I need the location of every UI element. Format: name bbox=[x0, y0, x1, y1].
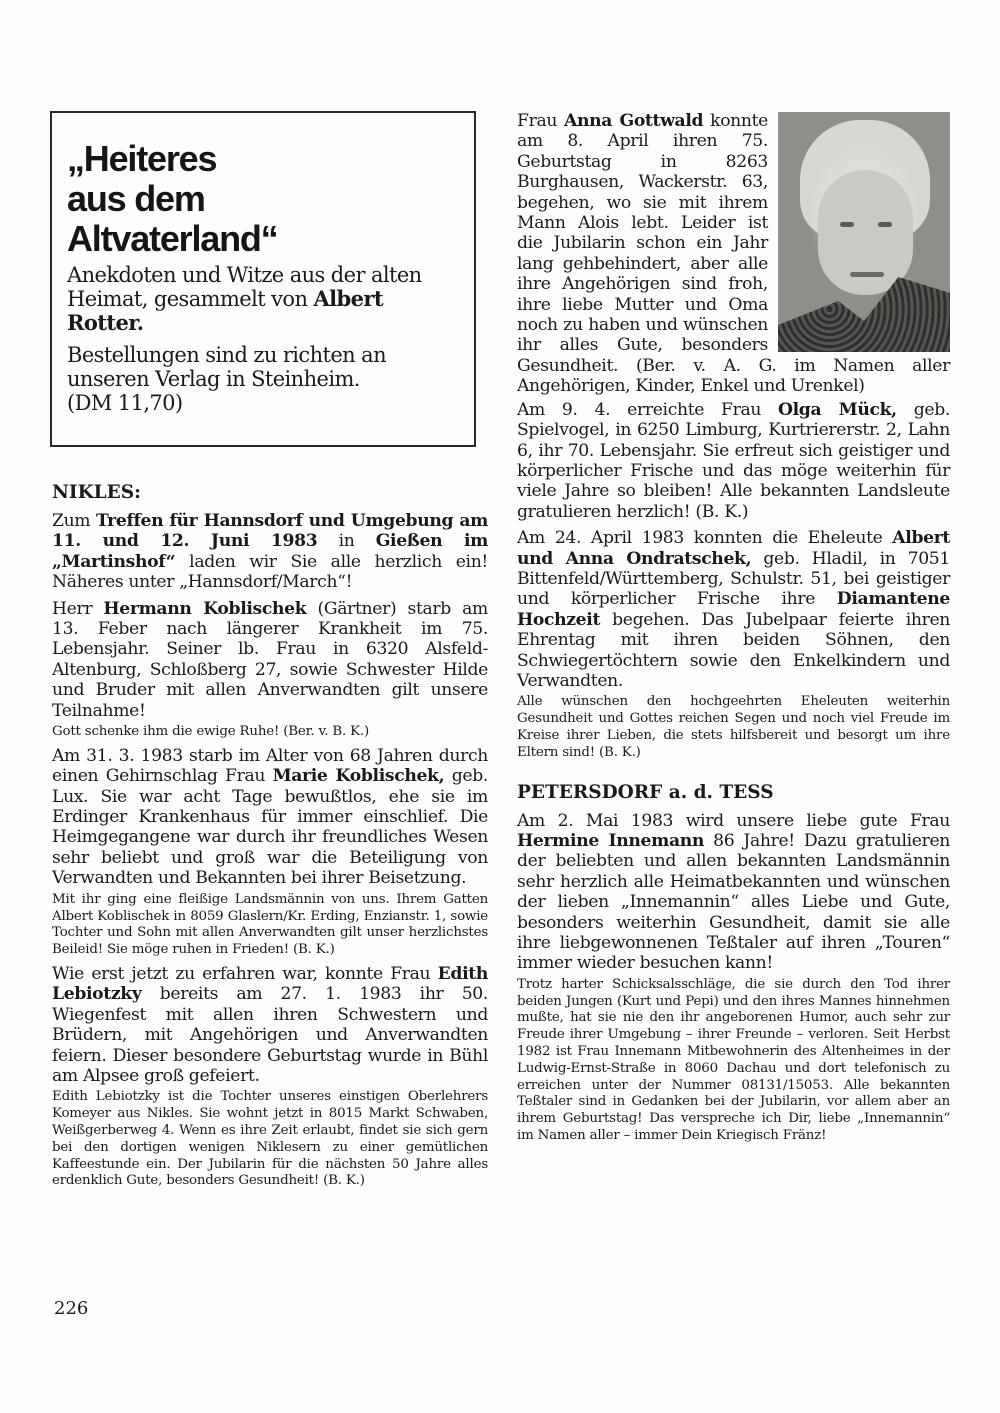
text: Am 24. April 1983 konnten die Eheleute bbox=[517, 528, 893, 549]
article-hermann-koblischek bbox=[52, 599, 488, 721]
book-advertisement-box bbox=[50, 111, 476, 447]
ad-description-text: Anekdoten und Witze aus der alten Heimat, gesammelt von bbox=[67, 263, 422, 311]
note-edith-lebiotzky: Edith Lebiotzky ist die Tochter unseres einstigen Oberlehrers Komeyer aus Nikles. Sie wohnt jetzt in 8015 Markt Schwaben, Weißgerberweg 4. Wenn es ihre Zeit erlaubt, findet sie sich gern bei den dortigen wenigen Niklesern zu einer gemütlichen Kaffeestunde ein. Der Jubilarin für die nächsten 50 Jahre alles erdenklich Gute, besonders Gesundheit! (B. K.) bbox=[52, 1089, 488, 1189]
text: Am 31. 3. 1983 starb im Alter von 68 Jahren durch einen Gehirnschlag Frau bbox=[52, 745, 488, 787]
person-name: Marie Koblischek, bbox=[272, 766, 445, 787]
photo-mouth bbox=[850, 272, 884, 277]
note-hermann-koblischek: Gott schenke ihm die ewige Ruhe! (Ber. v. B. K.) bbox=[52, 724, 369, 740]
person-name: Anna Gottwald bbox=[563, 111, 704, 131]
text: 86 Jahre! Dazu gratulieren der beliebten und allen bekannten Landsmännin sehr herzlich alle Heimatbekannten und wünschen der lieben „Innemannin“ alles Liebe und Gute, besonders weiterhin Gesundheit, damit sie alle ihre liebgewonnenen Teßtaler auf ihren „Touren“ immer wieder besuchen kann! bbox=[517, 830, 951, 974]
page-number: 226 bbox=[54, 1298, 89, 1319]
text: bereits am 27. 1. 1983 ihr 50. Wiegenfest mit allen ihren Schwestern und Brüdern, mit Angehörigen und Anverwandten feiern. Dieser besondere Geburtstag wurde in Bühl am Alpsee groß gefeiert. bbox=[52, 984, 488, 1086]
note-ondratschek: Alle wünschen den hochgeehrten Eheleuten weiterhin Gesundheit und Gottes reichen Segen und noch viel Freude im Kreise ihrer Lieben, die stets hilfsbereit und besorgt um ihre Eltern sind! (B. K.) bbox=[517, 694, 950, 760]
person-name: Albert und Anna Ondratschek, bbox=[517, 528, 950, 569]
text: Frau bbox=[517, 111, 564, 131]
text: begehen. Das Jubelpaar feierte ihren Ehrentag mit ihren beiden Söhnen, den Schwiegertöchtern sowie den Enkelkindern und Verwandten. bbox=[517, 609, 950, 691]
text: geb. Lux. Sie war acht Tage bewußtlos, ehe sie im Erdinger Krankenhaus für immer einschlief. Die Heimgegangene war durch ihr freundliches Wesen sehr beliebt und groß war die Beteiligung von Verwandten und Bekannten bei ihrer Beisetzung. bbox=[52, 766, 488, 889]
text: geb. Hladil, in 7051 Bittenfeld/Württemberg, Schulstr. 51, bei geistiger und körperlicher Frische ihre bbox=[517, 548, 950, 610]
emphasis: Treffen für Hannsdorf und Umgebung am 11. und 12. Juni 1983 bbox=[52, 511, 488, 552]
ad-title bbox=[67, 139, 460, 259]
ad-author: Albert Rotter. bbox=[67, 286, 383, 335]
text: Am 9. 4. erreichte Frau bbox=[517, 399, 778, 420]
person-name: Edith Lebiotzky bbox=[52, 963, 488, 1005]
left-column bbox=[52, 111, 488, 1195]
article-marie-koblischek bbox=[52, 746, 488, 889]
text: Zum bbox=[52, 511, 96, 531]
ad-description bbox=[67, 263, 460, 335]
emphasis: Gießen im „Martinshof“ bbox=[52, 531, 489, 572]
portrait-photo bbox=[778, 112, 950, 352]
text: in bbox=[317, 531, 376, 552]
text: Herr bbox=[52, 598, 104, 619]
right-column bbox=[517, 111, 950, 1150]
note-hermine-innemann: Trotz harter Schicksalsschläge, die sie durch den Tod ihrer beiden Jungen (Kurt und Pepi) und den ihres Mannes hinnehmen mußte, hat sie nie den ihr angeborenen Humor, auch sehr zur Freude ihrer Umgebung – ihrer Freunde – verloren. Seit Herbst 1982 ist Frau Innemann Mitbewohnerin des Altenheimes in der Ludwig-Ernst-Straße in 8060 Dachau und dort telefonisch zu erreichen unter der Nummer 08131/15053. Alle bekannten Teßtaler sind in Gedanken bei der Jubilarin, vor allem aber an ihrem Geburtstag! Das verspreche ich Dir, liebe „Innemannin“ im Namen aller – immer Dein Kriegisch Fränz! bbox=[517, 976, 950, 1143]
photo-eye bbox=[840, 222, 854, 227]
text: Am 2. Mai 1983 wird unsere liebe gute Frau bbox=[517, 810, 950, 831]
text: (Gärtner) starb am 13. Feber nach längerer Krankheit im 75. Lebensjahr. Seiner lb. Frau in 6320 Alsfeld-Altenburg, Schloßberg 27, sowie Schwester Hilde und Bruder mit allen Anverwandten gilt unsere Teilnahme! bbox=[52, 598, 488, 721]
ad-order-text: Bestellungen sind zu richten an unseren Verlag in Steinheim. bbox=[67, 343, 387, 391]
article-hermine-innemann bbox=[517, 811, 950, 974]
article-meeting bbox=[52, 511, 488, 593]
text: konnte am 8. April ihren 75. Geburtstag in 8263 Burghausen, Wackerstr. 63, begehen, wo sie mit ihrem Mann Alois lebt. Leider ist die Jubilarin schon ein Jahr lang gehbehindert, aber alle ihre Angehörigen sind froh, ihre liebe Mutter und Oma noch zu haben und wünschen ihr alles Gute, besonders Gesundheit. (Ber. v. A. G. im Namen aller Angehörigen, Kinder, Enkel und Urenkel) bbox=[517, 111, 950, 397]
ad-title-line: „Heiteres bbox=[67, 138, 217, 179]
person-name: Olga Mück, bbox=[777, 399, 897, 420]
text: Wie erst jetzt zu erfahren war, konnte Frau bbox=[52, 963, 438, 984]
note-marie-koblischek: Mit ihr ging eine fleißige Landsmännin von uns. Ihrem Gatten Albert Koblischek in 8059 Glaslern/Kr. Erding, Enzianstr. 1, sowie Tochter und Sohn mit allen Anverwandten gilt unser herzlichstes Beileid! Sie möge ruhen in Frieden! (B. K.) bbox=[52, 891, 488, 958]
person-name: Hermine Innemann bbox=[517, 830, 705, 851]
section-heading-petersdorf: PETERSDORF a. d. TESS bbox=[517, 781, 774, 803]
article-olga-mueck bbox=[517, 400, 950, 522]
article-ondratschek bbox=[517, 528, 950, 691]
emphasis: Diamantene Hochzeit bbox=[517, 589, 950, 630]
ad-title-line: Altvaterland“ bbox=[67, 218, 278, 259]
photo-eye bbox=[878, 222, 892, 227]
article-edith-lebiotzky bbox=[52, 964, 488, 1086]
person-name: Hermann Koblischek bbox=[103, 598, 307, 619]
ad-title-line: aus dem bbox=[67, 178, 205, 219]
ad-price: (DM 11,70) bbox=[67, 391, 183, 415]
ad-order-info bbox=[67, 343, 460, 415]
text: geb. Spielvogel, in 6250 Limburg, Kurtriererstr. 2, Lahn 6, ihr 70. Lebensjahr. Sie erfreut sich geistiger und körperlicher Frische und das möge weiterhin für viele Jahre so bleiben! Alle bekannten Landsleute gratulieren herzlich! (B. K.) bbox=[517, 399, 950, 522]
text: laden wir Sie alle herzlich ein! Näheres unter „Hannsdorf/March“! bbox=[52, 551, 488, 593]
section-heading-nikles: NIKLES: bbox=[52, 482, 141, 503]
